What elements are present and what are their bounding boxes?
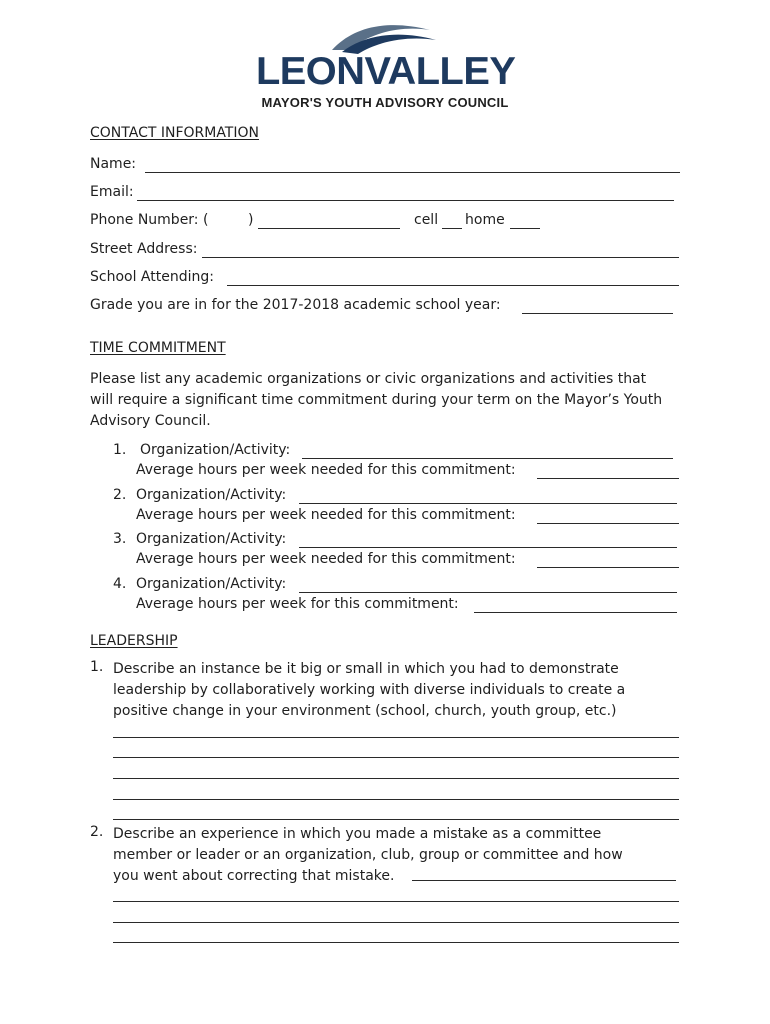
email-input-line[interactable] bbox=[137, 200, 674, 201]
question-line: leadership by collaboratively working with diverse individuals to create a bbox=[113, 682, 626, 698]
leadership-q1-number: 1. bbox=[90, 659, 104, 675]
leadership-heading: LEADERSHIP bbox=[90, 633, 178, 649]
intro-line: Please list any academic organizations or civic organizations and activities that bbox=[90, 371, 647, 387]
item-1-organization-field[interactable] bbox=[140, 442, 673, 462]
leadership-question-1 bbox=[113, 659, 683, 722]
street-address-input-line[interactable] bbox=[202, 257, 679, 258]
logo-wordmark: LEONVALLEY bbox=[256, 50, 516, 93]
answer-1-line[interactable] bbox=[113, 757, 679, 758]
item-4-organization-field[interactable] bbox=[136, 576, 677, 596]
answer-1-line[interactable] bbox=[113, 799, 679, 800]
name-field[interactable] bbox=[90, 156, 680, 176]
question-line: Describe an experience in which you made a mistake as a committee bbox=[113, 826, 602, 842]
time-commitment-heading: TIME COMMITMENT bbox=[90, 340, 226, 356]
home-check-line[interactable] bbox=[510, 228, 540, 229]
leadership-q2-number: 2. bbox=[90, 824, 104, 840]
organization-input-line[interactable] bbox=[299, 547, 677, 548]
item-2-number: 2. bbox=[113, 487, 127, 503]
question-line: member or leader or an organization, club, group or committee and how bbox=[113, 847, 623, 863]
home-label: home bbox=[465, 212, 505, 228]
email-label: Email: bbox=[90, 184, 134, 200]
answer-1-line[interactable] bbox=[113, 819, 679, 820]
intro-line: will require a significant time commitment during your term on the Mayor’s Youth bbox=[90, 392, 663, 408]
street-address-label: Street Address: bbox=[90, 241, 198, 257]
hours-label: Average hours per week needed for this commitment: bbox=[136, 551, 516, 567]
item-4-number: 4. bbox=[113, 576, 127, 592]
name-label: Name: bbox=[90, 156, 137, 172]
contact-information-heading: CONTACT INFORMATION bbox=[90, 125, 259, 141]
question-line: Describe an instance be it big or small in which you had to demonstrate bbox=[113, 661, 619, 677]
leadership-question-2 bbox=[113, 824, 683, 887]
document-title: MAYOR'S YOUTH ADVISORY COUNCIL bbox=[261, 95, 509, 110]
question-line: positive change in your environment (school, church, youth group, etc.) bbox=[113, 703, 617, 719]
intro-line: Advisory Council. bbox=[90, 413, 211, 429]
hours-input-line[interactable] bbox=[474, 612, 677, 613]
name-input-line[interactable] bbox=[145, 172, 680, 173]
phone-paren-close: ) bbox=[248, 212, 254, 228]
school-attending-field[interactable] bbox=[90, 269, 679, 289]
phone-field[interactable] bbox=[90, 212, 550, 232]
organization-input-line[interactable] bbox=[299, 503, 677, 504]
hours-input-line[interactable] bbox=[537, 523, 679, 524]
grade-field[interactable] bbox=[90, 297, 673, 317]
phone-input-line[interactable] bbox=[258, 228, 400, 229]
organization-input-line[interactable] bbox=[299, 592, 677, 593]
phone-label: Phone Number: ( bbox=[90, 212, 209, 228]
item-3-number: 3. bbox=[113, 531, 127, 547]
item-1-hours-field[interactable] bbox=[136, 462, 679, 482]
organization-label: Organization/Activity: bbox=[136, 487, 287, 503]
item-3-hours-field[interactable] bbox=[136, 551, 679, 571]
question-line: you went about correcting that mistake. bbox=[113, 868, 395, 884]
organization-label: Organization/Activity: bbox=[136, 576, 287, 592]
cell-label: cell bbox=[414, 212, 439, 228]
item-2-organization-field[interactable] bbox=[136, 487, 677, 507]
answer-1-line[interactable] bbox=[113, 778, 679, 779]
hours-label: Average hours per week needed for this commitment: bbox=[136, 507, 516, 523]
grade-input-line[interactable] bbox=[522, 313, 673, 314]
answer-2-line[interactable] bbox=[113, 922, 679, 923]
item-3-organization-field[interactable] bbox=[136, 531, 677, 551]
answer-2-line[interactable] bbox=[113, 942, 679, 943]
hours-input-line[interactable] bbox=[537, 567, 679, 568]
time-commitment-intro bbox=[90, 369, 690, 432]
answer-2-line[interactable] bbox=[113, 901, 679, 902]
item-1-number: 1. bbox=[113, 442, 127, 458]
organization-input-line[interactable] bbox=[302, 458, 673, 459]
organization-label: Organization/Activity: bbox=[140, 442, 291, 458]
hours-label: Average hours per week for this commitment: bbox=[136, 596, 459, 612]
hours-input-line[interactable] bbox=[537, 478, 679, 479]
school-attending-label: School Attending: bbox=[90, 269, 214, 285]
school-attending-input-line[interactable] bbox=[227, 285, 679, 286]
email-field[interactable] bbox=[90, 184, 674, 204]
item-2-hours-field[interactable] bbox=[136, 507, 679, 527]
cell-check-line[interactable] bbox=[442, 228, 462, 229]
leon-valley-logo bbox=[250, 20, 530, 92]
item-4-hours-field[interactable] bbox=[136, 596, 677, 616]
answer-2-inline-line[interactable] bbox=[412, 880, 676, 881]
answer-1-line[interactable] bbox=[113, 737, 679, 738]
organization-label: Organization/Activity: bbox=[136, 531, 287, 547]
street-address-field[interactable] bbox=[90, 241, 679, 261]
hours-label: Average hours per week needed for this commitment: bbox=[136, 462, 516, 478]
grade-label: Grade you are in for the 2017-2018 academic school year: bbox=[90, 297, 501, 313]
